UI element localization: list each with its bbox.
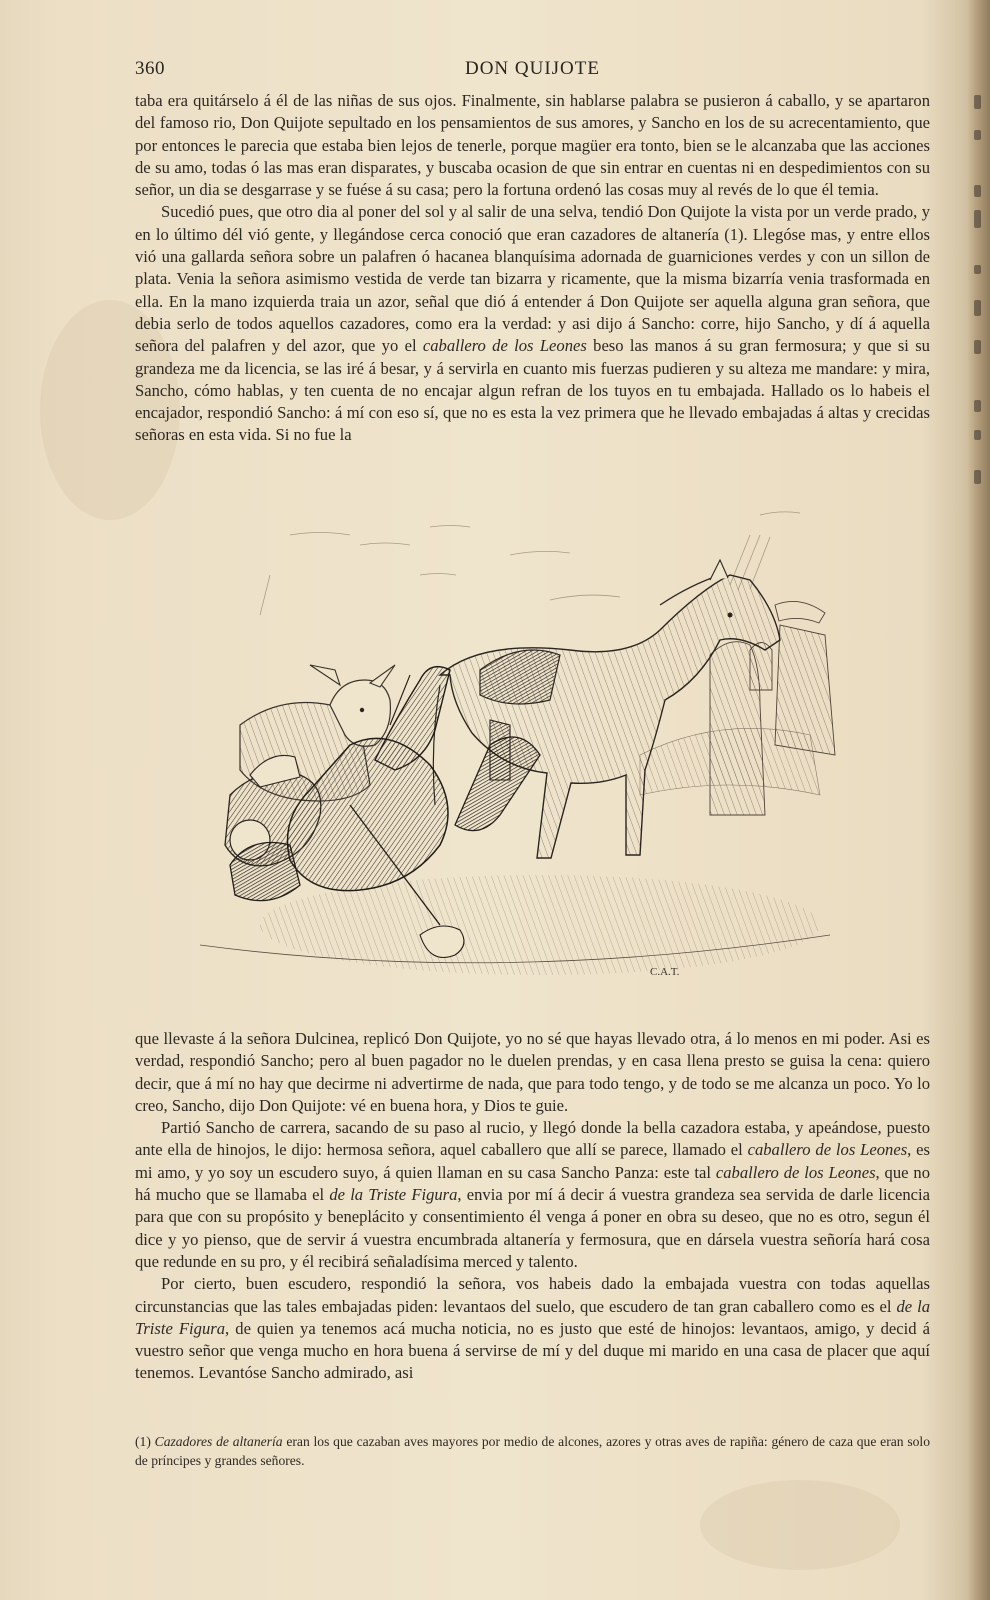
italic-title: de la Triste Figura xyxy=(135,1296,930,1338)
paragraph xyxy=(135,1117,930,1273)
fallen-knight-engraving xyxy=(190,505,850,1025)
running-title: DON QUIJOTE xyxy=(464,58,600,79)
page-header xyxy=(135,58,930,86)
text-run: , envia por mí á decir á vuestra grandeza sea servida de darle licencia para que con su propósito y beneplácito y consentimiento él venga á poner en obra su deseo, que no es otro, segun él dice y yo pienso, que de servir á vuestra encumbrada altanería y fermosura, que en dársela vuestra señoría hará cosa que redunde en su pro, y él recibirá señaladísima merced y talento. xyxy=(135,1185,930,1271)
footnote xyxy=(135,1432,930,1470)
paragraph xyxy=(135,201,930,446)
italic-title: de la Triste Figura xyxy=(329,1185,458,1205)
text-run: , que no há mucho que se llamaba el xyxy=(135,1162,930,1205)
text-run: Por cierto, buen escudero, respondió la señora, vos habeis dado la embajada vuestra con todas aquellas circunstancias que las tales embajadas piden: levantaos del suelo, que escudero de tan gran caballero como es el xyxy=(135,1274,930,1316)
page-spine-edge xyxy=(968,0,990,1600)
text-run: , es mi amo, y yo soy un escudero suyo, á quien llaman en su casa Sancho Panza: este tal xyxy=(135,1140,930,1182)
paragraph: que llevaste á la señora Dulcinea, replicó Don Quijote, yo no sé que hayas llevado otra, á lo menos en mi poder. Asi es verdad, respondió Sancho; pero al buen pagador no le duelen prendas, y en casa llena presto se guisa la cena: quiero decir, que á mí no hay que decirme ni advertirme de nada, que para todo tengo, y de todo se me alcanza un poco. Yo lo creo, Sancho, dijo Don Quijote: vé en buena hora, y Dios te guie. xyxy=(135,1029,930,1115)
engraver-signature: C.A.T. xyxy=(650,966,680,978)
text-run: Partió Sancho de carrera, sacando de su paso al rucio, y llegó donde la bella cazadora estaba, y apeándose, puesto ante ella de hinojos, le dijo: hermosa señora, aquel caballero que allí se parece, llamado el xyxy=(135,1118,930,1160)
text-run: , de quien ya tenemos acá mucha noticia, no es justo que esté de hinojos: levantaos, amigo, y decid á vuestro señor que venga mucho en hora buena á servirse de mí y del duque mi marido en una casa de placer que aquí tenemos. Levantóse Sancho admirado, asi xyxy=(135,1318,930,1383)
paper-stain xyxy=(700,1480,900,1570)
paragraph: taba era quitárselo á él de las niñas de sus ojos. Finalmente, sin hablarse palabra se pusieron á caballo, y se apartaron del famoso rio, Don Quijote sepultado en los pensamientos de sus amores, y Sancho en los de su acrecentamiento, que por entonces le parecia que estaba bien lejos de tenerle, porque magüer era tonto, bien se le alcanzaba que las acciones de su amo, todas ó las mas eran disparates, y buscaba ocasion de que sin entrar en cuentas ni en despedimientos con su señor, un dia se desgarrase y se fuése á su casa; pero la fortuna ordenó las cosas muy al revés de lo que él temia. xyxy=(135,91,930,200)
body-text-top xyxy=(135,90,930,447)
italic-title: caballero de los Leones xyxy=(715,1162,876,1182)
paragraph xyxy=(135,1273,930,1384)
footnote-marker: (1) xyxy=(135,1434,151,1449)
italic-title: caballero de los Leones xyxy=(747,1140,908,1160)
footnote-text: eran los que cazaban aves mayores por medio de alcones, azores y otras aves de rapiña: género de caza que eran solo de príncipes y grandes señores. xyxy=(135,1434,930,1468)
italic-title: caballero de los Leones xyxy=(422,336,587,356)
body-text-bottom xyxy=(135,1028,930,1385)
engraving-illustration xyxy=(190,505,850,1025)
footnote-term: Cazadores de altanería xyxy=(154,1434,283,1449)
text-run: Sucedió pues, que otro dia al poner del sol y al salir de una selva, tendió Don Quijote la vista por un verde prado, y en lo último dél vió gente, y llegándose cerca conoció que eran cazadores de altanería (1). Llegóse mas, y entre ellos vió una gallarda señora sobre un palafren ó hacanea blanquísima adornada de guarniciones verdes y con un sillon de plata. Venia la señora asimismo vestida de verde tan bizarra y ricamente, que la misma bizarría venia trasformada en ella. En la mano izquierda traia un azor, señal que dió á entender á Don Quijote ser aquella alguna gran señora, que debia serlo de todos aquellos cazadores, como era la verdad: y asi dijo á Sancho: corre, hijo Sancho, y dí á aquella señora del palafren y del azor, que yo el xyxy=(135,202,930,356)
text-run: beso las manos á su gran fermosura; y que si su grandeza me da licencia, se las iré á besar, y á servirla en cuanto mis fuerzas pudieren y su alteza me mandare: y mira, Sancho, cómo hablas, y ten cuenta de no encajar algun refran de los tuyos en tu embajada. Hallado os lo habeis el encajador, respondió Sancho: á mí con eso sí, que no es esta la vez primera que he llevado embajadas á altas y crecidas señoras en esta vida. Si no fue la xyxy=(135,336,930,445)
page-number: 360 xyxy=(135,58,165,79)
